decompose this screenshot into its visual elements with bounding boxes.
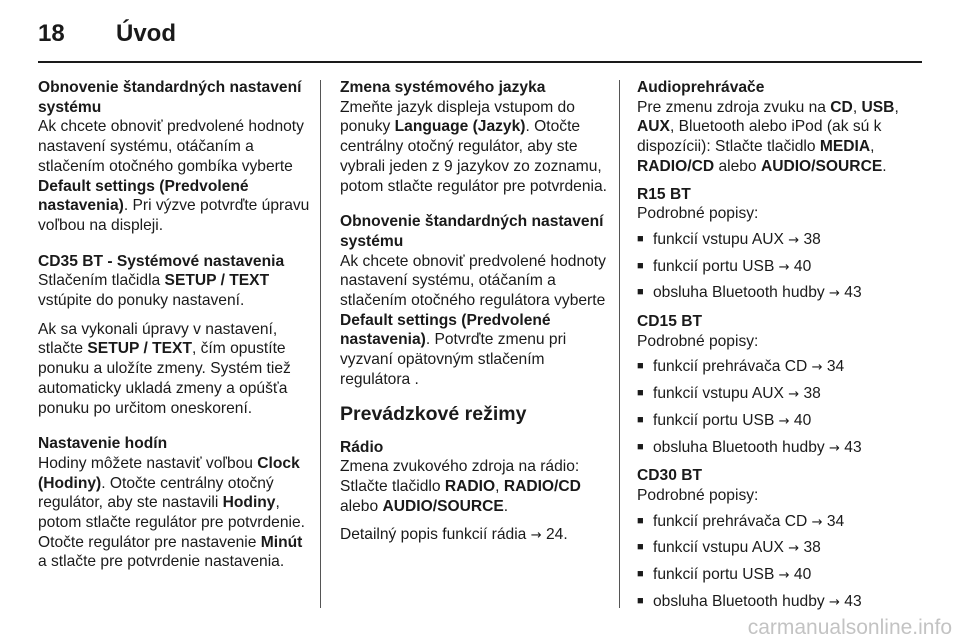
- button-name-audio-source: AUDIO/SOURCE: [382, 497, 504, 515]
- list-cd15bt: [637, 357, 927, 458]
- text: .: [503, 497, 509, 515]
- text: Ak sa vykonali úpravy v nastavení, stlačte: [38, 320, 278, 358]
- menu-option-hours: Hodiny: [222, 494, 276, 512]
- text: , Bluetooth alebo iPod (ak sú k dispozícii): Stlačte tlačidlo: [637, 118, 882, 156]
- text: . Otočte centrálny otočný regulátor, aby ste vybrali jeden z 9 jazykov zo zoznamu, potom stlačte regulátor pre potvrdenia.: [340, 118, 607, 195]
- text: , čím opustíte ponuku a uložíte zmeny. Systém tiež automaticky ukladá zmeny a opúšťa ponuku po určitom oneskorení.: [38, 340, 291, 417]
- button-name-radio: RADIO: [444, 477, 496, 495]
- text: ,: [894, 98, 899, 116]
- header-rule: [38, 61, 922, 63]
- page-ref-number[interactable]: 40: [793, 411, 812, 429]
- heading-r15bt: R15 BT: [637, 185, 691, 203]
- page-ref-arrow-icon: →: [829, 594, 840, 610]
- intro-cd15bt: Podrobné popisy:: [637, 332, 759, 350]
- list-item: [637, 592, 927, 613]
- list-item: [637, 411, 927, 432]
- heading-cd35-settings: CD35 BT - Systémové nastavenia: [38, 252, 285, 270]
- page-header: [38, 14, 922, 54]
- page-ref-arrow-icon: →: [530, 528, 542, 544]
- text: funkcií prehrávača CD: [653, 358, 812, 376]
- paragraph-radio: [340, 457, 612, 516]
- heading-clock: Nastavenie hodín: [38, 435, 168, 453]
- list-cd30bt: [637, 512, 927, 613]
- spacer: [38, 418, 310, 434]
- text: alebo: [714, 157, 761, 175]
- page-ref-number[interactable]: 43: [844, 438, 862, 456]
- paragraph-clock: [38, 454, 310, 572]
- spacer: [340, 196, 612, 212]
- text: alebo: [340, 497, 383, 515]
- text: obsluha Bluetooth hudby: [653, 592, 830, 610]
- page-ref-number[interactable]: 34: [826, 358, 845, 376]
- menu-option-language: Language (Jazyk): [394, 118, 526, 136]
- page-ref-number[interactable]: 43: [844, 284, 862, 302]
- button-name-setup-text: SETUP / TEXT: [87, 340, 192, 358]
- text: Zmena zvukového zdroja na rádio: Stlačte tlačidlo: [340, 458, 580, 495]
- text: Pre zmenu zdroja zvuku na: [637, 98, 831, 116]
- page-ref-arrow-icon: →: [788, 387, 800, 403]
- text: obsluha Bluetooth hudby: [653, 284, 830, 302]
- page-ref-number[interactable]: 40: [793, 257, 812, 275]
- heading-reset-defaults: Obnovenie štandardných nastavení systému: [38, 79, 302, 116]
- section-title-operating-modes: Prevádzkové režimy: [340, 402, 527, 425]
- page-ref-arrow-icon: →: [788, 541, 800, 557]
- button-name-radio-cd: RADIO/CD: [637, 157, 715, 175]
- heading-radio: Rádio: [340, 438, 384, 456]
- text: . Potvrďte zmenu pri vyzvaní opätovným stlačením regulátora .: [340, 331, 567, 388]
- text: funkcií vstupu AUX: [653, 230, 789, 248]
- heading-cd15bt: CD15 BT: [637, 313, 702, 331]
- page-ref-number[interactable]: 38: [803, 385, 821, 403]
- button-name-radio-cd: RADIO/CD: [503, 477, 581, 495]
- paragraph-audio-players: [637, 98, 927, 177]
- page-ref-arrow-icon: →: [811, 514, 823, 530]
- text: .: [563, 526, 568, 544]
- text: . Otočte centrálny otočný regulátor, aby ste nastavili: [38, 474, 274, 512]
- page-ref-arrow-icon: →: [829, 440, 840, 456]
- button-name-audio-source: AUDIO/SOURCE: [760, 157, 883, 175]
- source-cd: CD: [830, 98, 853, 116]
- list-item: [637, 384, 927, 405]
- text: ,: [870, 138, 875, 156]
- page-ref-arrow-icon: →: [778, 568, 790, 584]
- text: Zmeňte jazyk displeja vstupom do ponuky: [340, 98, 575, 136]
- heading-language: Zmena systémového jazyka: [340, 79, 546, 96]
- list-item: [637, 257, 927, 278]
- menu-option-minutes: Minút: [260, 533, 303, 551]
- list-r15bt: [637, 230, 927, 304]
- text: Hodiny môžete nastaviť voľbou: [38, 454, 258, 472]
- text: vstúpite do ponuky nastavení.: [38, 292, 245, 310]
- column-divider-1: [320, 80, 321, 608]
- column-divider-2: [619, 80, 620, 608]
- page-number: 18: [38, 20, 65, 47]
- page-ref-number[interactable]: 24: [545, 526, 564, 544]
- text: Stlačením tlačidla: [38, 272, 165, 290]
- text: Ak chcete obnoviť predvolené hodnoty nastavení systému, otáčaním a stlačením otočného gombíka vyberte: [38, 118, 304, 175]
- text: funkcií vstupu AUX: [653, 385, 789, 403]
- spacer: [38, 236, 310, 252]
- page-ref-arrow-icon: →: [811, 360, 823, 376]
- text: ,: [495, 477, 504, 495]
- menu-option-default-settings: Default settings (Predvolené nastavenia): [38, 177, 249, 215]
- spacer: [637, 177, 927, 185]
- page-ref-arrow-icon: →: [778, 413, 790, 429]
- column-middle: [340, 78, 612, 546]
- paragraph-reset-defaults-2: [340, 252, 612, 390]
- text: funkcií portu USB: [653, 411, 779, 429]
- text: funkcií vstupu AUX: [653, 539, 789, 557]
- list-item: [637, 438, 927, 459]
- text: funkcií portu USB: [653, 566, 779, 584]
- spacer: [637, 304, 927, 312]
- heading-cd30bt: CD30 BT: [637, 467, 702, 485]
- column-right: [637, 78, 927, 612]
- intro-r15bt: Podrobné popisy:: [637, 205, 759, 223]
- text: funkcií portu USB: [653, 257, 779, 275]
- text: Detailný popis funkcií rádia: [340, 526, 531, 544]
- text: , potom stlačte regulátor pre potvrdenie. Otočte regulátor pre nastavenie: [38, 494, 305, 551]
- page-title: Úvod: [116, 20, 176, 47]
- page-ref-number[interactable]: 38: [803, 539, 821, 557]
- list-item: [637, 538, 927, 559]
- text: . Pri výzve potvrďte úpravu voľbou na displeji.: [38, 197, 310, 234]
- list-item: [637, 512, 927, 533]
- list-item: [637, 357, 927, 378]
- source-aux: AUX: [637, 118, 670, 136]
- list-item: [637, 230, 927, 251]
- paragraph-setup-enter: [38, 271, 310, 310]
- text: Ak chcete obnoviť predvolené hodnoty nastavení systému, otáčaním a stlačením otočného regulátora vyberte: [340, 252, 606, 310]
- page-ref-arrow-icon: →: [788, 232, 800, 248]
- page-ref-number[interactable]: 40: [793, 566, 812, 584]
- button-name-setup-text: SETUP / TEXT: [164, 272, 270, 290]
- heading-reset-defaults-2: Obnovenie štandardných nastavení systému: [340, 213, 604, 250]
- spacer: [637, 458, 927, 466]
- page-ref-number[interactable]: 38: [803, 230, 821, 248]
- page-ref-arrow-icon: →: [829, 286, 840, 302]
- page-ref-number[interactable]: 34: [826, 512, 845, 530]
- list-item: [637, 283, 927, 304]
- source-usb: USB: [861, 98, 895, 116]
- text: ,: [852, 98, 862, 116]
- paragraph-radio-ref: [340, 525, 612, 546]
- text: a stlačte pre potvrdenie nastavenia.: [38, 553, 285, 571]
- text: .: [882, 157, 887, 175]
- page-ref-arrow-icon: →: [778, 259, 790, 275]
- paragraph-reset-defaults: [38, 117, 310, 235]
- list-item: [637, 565, 927, 586]
- paragraph-language: [340, 98, 612, 197]
- intro-cd30bt: Podrobné popisy:: [637, 486, 759, 504]
- watermark: carmanualsonline.info: [747, 616, 952, 639]
- paragraph-setup-save: [38, 320, 310, 419]
- page-ref-number[interactable]: 43: [844, 592, 862, 610]
- menu-option-clock: Clock (Hodiny): [38, 454, 300, 492]
- heading-audio-players: Audioprehrávače: [637, 79, 765, 96]
- text: obsluha Bluetooth hudby: [653, 438, 830, 456]
- text: funkcií prehrávača CD: [653, 512, 812, 530]
- menu-option-default-settings: Default settings (Predvolené nastavenia): [340, 311, 551, 349]
- column-left: [38, 78, 310, 572]
- button-name-media: MEDIA: [819, 138, 871, 156]
